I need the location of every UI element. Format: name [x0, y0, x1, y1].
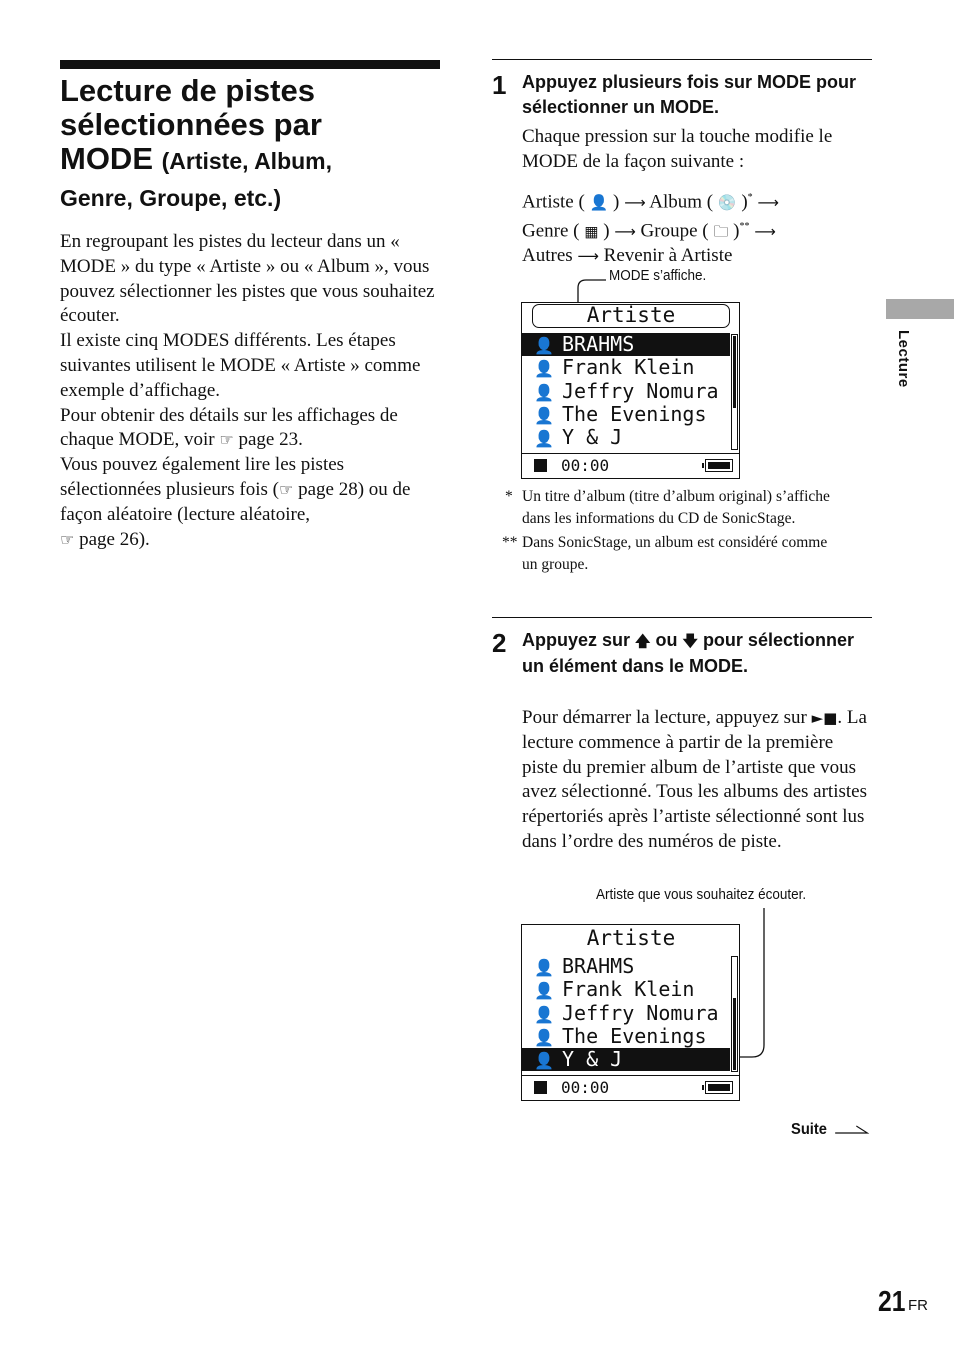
stop-icon	[534, 1081, 547, 1094]
arrow-right-icon: ⟶	[754, 222, 776, 241]
reference-icon: ☞	[219, 430, 234, 450]
step-2-number: 2	[492, 628, 507, 658]
seq-close: )	[741, 191, 748, 213]
list-item[interactable]	[522, 1025, 730, 1048]
screen-2-footer-rule	[522, 1075, 739, 1076]
album-icon: 💿	[717, 193, 737, 212]
intro-p4-page: page 28) ou de façon aléatoire (lecture aléatoire,	[60, 478, 411, 525]
lcd-screen-2	[521, 924, 740, 1101]
title-line-2: sélectionnées par	[60, 107, 322, 142]
screen-1-list	[522, 333, 730, 449]
play-stop-icon: ►■	[811, 709, 838, 727]
genre-icon: ▦	[584, 222, 599, 241]
artist-icon: 👤	[534, 1027, 554, 1047]
artist-icon: 👤	[534, 336, 554, 355]
step-1-body: Chaque pression sur la touche modifie le MODE de la façon suivante :	[522, 126, 833, 172]
screen-2-list	[522, 955, 730, 1071]
arrow-right-icon: ⟶	[614, 222, 636, 241]
up-arrow-icon: 🡅	[635, 632, 651, 650]
list-item[interactable]	[522, 1048, 730, 1071]
battery-icon	[705, 459, 733, 472]
screen-1-title: Artiste	[532, 304, 730, 328]
screen-1-time: 00:00	[561, 456, 610, 475]
title-line-1: Lecture de pistes	[60, 73, 315, 108]
seq-genre-label: Genre (	[522, 220, 580, 242]
page-title	[60, 74, 450, 218]
screen-1-footer-rule	[522, 453, 739, 454]
arrow-right-icon: ⟶	[757, 193, 779, 212]
continued-label	[791, 1121, 869, 1139]
artist-name: The Evenings	[562, 401, 707, 426]
step-2-heading-b: ou	[655, 630, 678, 650]
list-item[interactable]	[522, 403, 730, 426]
screen-1-footer	[534, 455, 735, 477]
footnote-1-mark: *	[505, 488, 513, 505]
footnote-1	[505, 486, 845, 530]
section-tab	[886, 299, 954, 319]
artist-name: Jeffry Nomura	[562, 1000, 719, 1025]
intro-paragraph-3	[60, 404, 440, 454]
artist-icon: 👤	[534, 1004, 554, 1024]
section-tab-label: Lecture	[895, 330, 912, 388]
footnotes	[502, 486, 845, 578]
seq-artist-label: Artiste (	[522, 191, 585, 213]
arrow-right-icon: ⟶	[624, 193, 646, 212]
scrollbar-thumb[interactable]	[733, 336, 736, 408]
step-2-body-a: Pour démarrer la lecture, appuyez sur	[522, 707, 807, 728]
list-item[interactable]	[522, 1002, 730, 1025]
intro-p3-page: page 23.	[238, 429, 303, 451]
intro-paragraph-2: Il existe cinq MODES différents. Les étapes suivantes utilisent le MODE « Artiste » comme exemple d’affichage.	[60, 330, 421, 401]
footnote-2-mark: **	[502, 534, 518, 551]
reference-icon: ☞	[60, 529, 75, 549]
artist-icon: 👤	[589, 193, 609, 212]
artist-name: BRAHMS	[562, 954, 635, 978]
artist-name: Y & J	[562, 1047, 623, 1072]
seq-others-label: Autres	[522, 245, 573, 267]
continued-arrow-icon	[834, 1125, 869, 1135]
title-line-3: (Artiste, Album,	[161, 148, 333, 174]
album-footnote-mark: *	[747, 192, 753, 203]
artist-icon: 👤	[534, 359, 554, 379]
continued-text: Suite	[791, 1121, 827, 1138]
artist-name: BRAHMS	[562, 332, 635, 356]
artist-icon: 👤	[534, 382, 554, 402]
step-2-heading-a: Appuyez sur	[522, 630, 631, 650]
title-rule	[60, 60, 440, 69]
callout-mode-displayed: MODE s’affiche.	[609, 267, 707, 284]
artist-name: Jeffry Nomura	[562, 378, 719, 403]
artist-name: Frank Klein	[562, 355, 695, 380]
title-line-4: Genre, Groupe, etc.)	[60, 185, 282, 211]
intro-paragraph-4	[60, 453, 440, 552]
group-footnote-mark: **	[739, 221, 750, 233]
seq-album-label: Album (	[649, 191, 714, 213]
intro-text	[60, 230, 440, 552]
footnote-1-text: Un titre d’album (titre d’album original) s’affiche dans les informations du CD de SonicStage.	[522, 488, 830, 527]
step-2-heading	[522, 628, 867, 678]
screen-2-footer	[534, 1077, 735, 1099]
list-item[interactable]	[522, 333, 730, 356]
reference-icon: ☞	[278, 479, 294, 499]
seq-group-label: Groupe (	[640, 220, 709, 242]
page-language: FR	[908, 1297, 928, 1314]
seq-close: )	[603, 220, 610, 242]
step-1-heading: Appuyez plusieurs fois sur MODE pour sélectionner un MODE.	[522, 72, 857, 117]
page-number: 21	[878, 1286, 906, 1318]
artist-icon: 👤	[534, 958, 554, 977]
artist-icon: 👤	[534, 1051, 554, 1071]
list-item[interactable]	[522, 380, 730, 403]
arrow-right-icon: ⟶	[577, 247, 599, 266]
intro-p3-text: Pour obtenir des détails sur les affichages de chaque MODE, voir	[60, 404, 398, 451]
footnote-2-text: Dans SonicStage, un album est considéré comme un groupe.	[522, 534, 828, 573]
step-2-heading-c: pour sélectionner un élément dans le MODE.	[522, 630, 854, 676]
step-2-body	[522, 706, 872, 855]
callout-select-artist: Artiste que vous souhaitez écouter.	[596, 886, 807, 903]
seq-close: )	[733, 220, 740, 242]
artist-name: The Evenings	[562, 1023, 707, 1048]
step-1-number: 1	[492, 70, 507, 100]
artist-name: Frank Klein	[562, 977, 695, 1002]
screen-2-title: Artiste	[586, 926, 676, 950]
list-item[interactable]	[522, 978, 730, 1001]
screen-2-scrollbar[interactable]	[731, 956, 738, 1072]
title-mode-word: MODE	[60, 141, 153, 176]
seq-close: )	[612, 191, 620, 213]
seq-back-label: Revenir à Artiste	[603, 245, 733, 267]
list-item[interactable]	[522, 955, 730, 978]
stop-icon	[534, 459, 547, 472]
down-arrow-icon: 🡇	[682, 632, 698, 650]
screen-1-scrollbar[interactable]	[731, 334, 738, 450]
intro-paragraph-1: En regroupant les pistes du lecteur dans un « MODE » du type « Artiste » ou « Album », vous pouvez sélectionner les pistes que vous souhaitez écouter.	[60, 231, 435, 327]
mode-sequence	[522, 186, 872, 269]
battery-icon	[705, 1081, 733, 1094]
list-item[interactable]	[522, 426, 730, 449]
artist-name: Y & J	[562, 425, 623, 450]
list-item[interactable]	[522, 356, 730, 379]
footnote-2	[502, 532, 845, 576]
step-2-rule	[492, 617, 872, 618]
artist-icon: 👤	[534, 405, 554, 425]
artist-icon: 👤	[534, 429, 554, 449]
scrollbar-thumb[interactable]	[733, 998, 736, 1070]
step-1-rule	[492, 59, 872, 60]
lcd-screen-1	[521, 302, 740, 479]
intro-p4-text: Vous pouvez également lire les pistes sélectionnées plusieurs fois (	[60, 454, 345, 500]
intro-p4-page-2: page 26).	[79, 528, 150, 550]
screen-2-time: 00:00	[561, 1078, 610, 1097]
group-icon: 🗀	[713, 222, 729, 241]
artist-icon: 👤	[534, 981, 554, 1001]
step-2-body-b: . La lecture commence à partir de la première piste du premier album de l’artiste que vous avez sélectionné. Tous les albums des artistes répertoriés après l’artiste sélectionné sont lus dans l’ordre des numéros de piste.	[522, 707, 867, 852]
